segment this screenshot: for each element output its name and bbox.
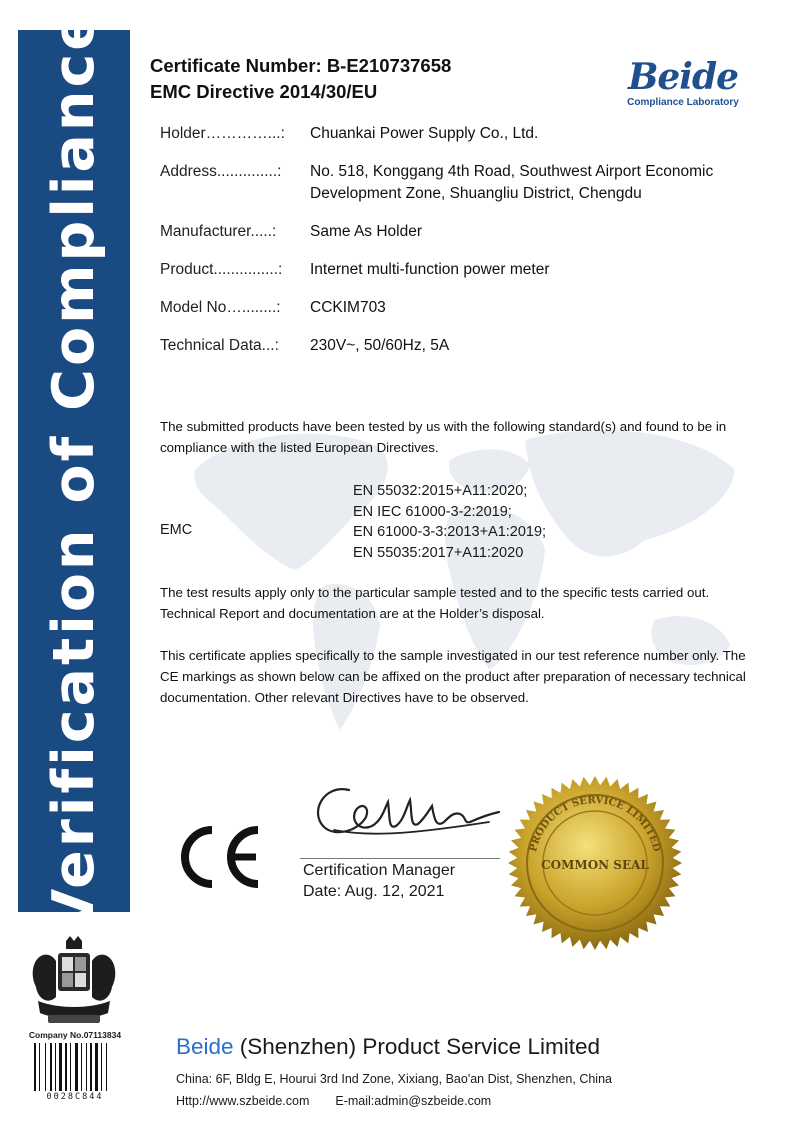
model-label: Model No…........: — [160, 299, 281, 316]
footer-address: China: 6F, Bldg E, Hourui 3rd Ind Zone, Xixiang, Bao'an Dist, Shenzhen, China — [176, 1072, 612, 1086]
company-number: Company No.07113834 — [28, 1030, 122, 1040]
royal-crest-icon — [28, 935, 120, 1027]
logo-subtitle: Compliance Laboratory — [627, 97, 739, 108]
barcode-number: 0028C844 — [46, 1092, 104, 1102]
certificate-number: Certificate Number: B-E210737658 — [150, 55, 452, 76]
test-results-note: The test results apply only to the particular sample tested and to the specific tests carried out. Technical Report and documentation are at the Holder’s disposal. — [160, 585, 710, 621]
seal-center-text: COMMON SEAL — [541, 858, 649, 872]
seal-top-text: PRODUCT SERVICE LIMITED — [528, 794, 662, 853]
signatory-title: Certification Manager — [303, 862, 456, 879]
technical-data-label: Technical Data...: — [160, 337, 279, 354]
footer-email: E-mail:admin@szbeide.com — [335, 1094, 492, 1108]
emc-label: EMC — [160, 522, 193, 538]
standard-item: EN 55035:2017+A11:2020 — [353, 544, 524, 561]
directive-title: EMC Directive 2014/30/EU — [150, 81, 378, 102]
logo-wordmark: Beide — [627, 56, 739, 98]
technical-data-value: 230V~, 50/60Hz, 5A — [310, 337, 450, 354]
signature-image — [304, 772, 504, 852]
certificate-scope-note: This certificate applies specifically to the sample investigated in our test reference number only. The CE markings as shown below can be affixed on the product after preparation of necessary technical documentation. Other relevant Directives have to be observed. — [160, 648, 746, 705]
footer-company-rest: (Shenzhen) Product Service Limited — [233, 1034, 600, 1059]
holder-row — [160, 123, 760, 145]
certificate-date: Date: Aug. 12, 2021 — [303, 883, 445, 900]
address-row — [160, 161, 760, 205]
emc-standards-list — [353, 481, 546, 563]
sidebar-title: Verification of Compliance — [41, 9, 107, 933]
certificate-header — [150, 53, 451, 105]
model-row — [160, 297, 760, 319]
technical-data-row — [160, 335, 760, 357]
footer-brand: Beide — [176, 1034, 234, 1059]
product-label: Product...............: — [160, 261, 283, 278]
signature-block — [303, 860, 455, 902]
signature-line — [300, 858, 500, 859]
address-value: No. 518, Konggang 4th Road, Southwest Airport Economic Development Zone, Shuangliu District, Chengdu — [310, 163, 714, 202]
barcode-icon — [34, 1043, 116, 1091]
standard-item: EN 61000-3-3:2013+A1:2019; — [353, 524, 547, 540]
holder-label: Holder…………...: — [160, 125, 285, 142]
beide-logo — [612, 58, 754, 108]
footer-website: Http://www.szbeide.com — [176, 1094, 310, 1108]
sidebar-banner — [18, 9, 130, 933]
compliance-statement: The submitted products have been tested by us with the following standard(s) and found to be in compliance with the listed European Directives. — [160, 419, 727, 455]
manufacturer-label: Manufacturer.....: — [160, 223, 277, 240]
manufacturer-value: Same As Holder — [310, 223, 422, 240]
manufacturer-row — [160, 221, 760, 243]
company-seal-icon — [507, 775, 683, 951]
footer-company-name — [176, 1034, 600, 1060]
standard-item: EN IEC 61000-3-2:2019; — [353, 503, 512, 520]
product-row — [160, 259, 760, 281]
standard-item: EN 55032:2015+A11:2020; — [353, 483, 528, 499]
certificate-details — [160, 123, 760, 373]
address-label: Address..............: — [160, 163, 282, 180]
holder-value: Chuankai Power Supply Co., Ltd. — [310, 125, 539, 142]
ce-mark-icon — [174, 824, 264, 890]
product-value: Internet multi-function power meter — [310, 261, 550, 278]
model-value: CCKIM703 — [310, 299, 386, 316]
footer-contact — [176, 1094, 491, 1108]
